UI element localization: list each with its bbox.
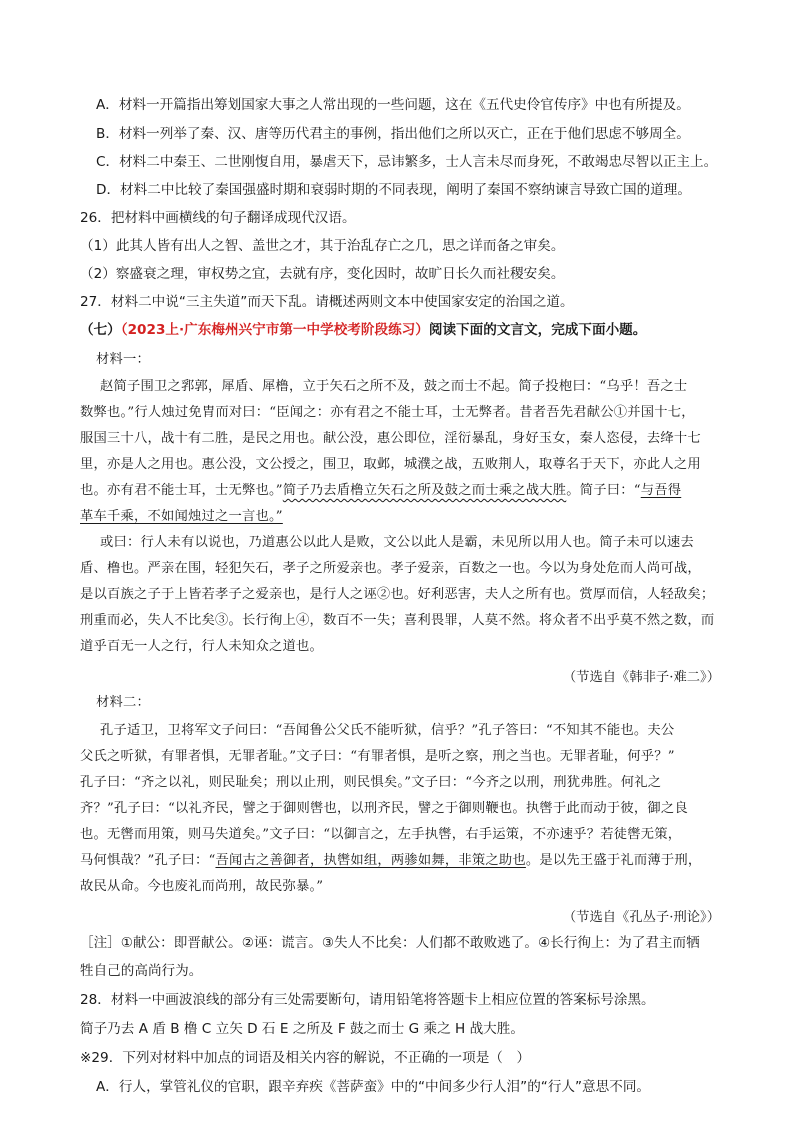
- section-heading: [80, 321, 646, 339]
- material-1-line: 盾、橹也。严亲在围，轻犯矢石，孝子之所爱亲也。孝子爱亲，百数之一也。今以为身处危而人尚可战，: [80, 561, 701, 576]
- material-2-line: 故民从命。今也废礼而尚刑，故民弥暴。”: [80, 879, 324, 894]
- question-28: 28．材料一中画波浪线的部分有三处需要断句，请用铅笔将答题卡上相应位置的答案标号涂黑。: [80, 992, 655, 1008]
- material-1-line: 道乎百无一人之行，行人未知众之道也。: [80, 639, 323, 654]
- question-26-item-1: （1）此其人皆有出人之智、盖世之才，其于治乱存亡之几，思之详而备之审矣。: [80, 238, 565, 254]
- material-2-line: [80, 852, 701, 870]
- text-span: 也。亦有君不能士耳，士无弊也。”: [80, 483, 283, 498]
- material-2-source: （节选自《孔丛子·刑论》）: [562, 910, 720, 925]
- question-29-option-a: A．行人，掌管礼仪的官职，跟辛弃疾《菩萨蛮》中的“中间多少行人泪”的“行人”意思不同。: [96, 1079, 651, 1095]
- question-26: 26．把材料中画横线的句子翻译成现代汉语。: [80, 210, 356, 226]
- material-1-line: [80, 482, 681, 500]
- q25-option-a: A．材料一开篇指出筹划国家大事之人常出现的一些问题，这在《五代史伶官传序》中也有所提及。: [96, 97, 690, 113]
- q25-option-d: D．材料二中比较了秦国强盛时期和衰弱时期的不同表现，阐明了秦国不察纳谏言导致亡国的道理。: [96, 182, 691, 198]
- q25-option-c: C．材料二中秦王、二世刚愎自用，暴虐天下，忌讳繁多，士人言未尽而身死，不敢竭忠尽智以正主上。: [96, 154, 718, 170]
- notes-line: ［注］①献公：即晋献公。②诬：谎言。③失人不比矣：人们都不敢败逃了。④长行徇上：为了君主而牺: [80, 935, 700, 951]
- material-1-line: 或曰：行人未有以说也，乃道惠公以此人是败，文公以此人是霸，未见所以用人也。简子未可以速去: [100, 535, 694, 550]
- material-2-line: 也。无辔而用策，则马失道矣。”文子曰：“以御言之，左手执辔，右手运策，不亦速乎？若徒辔无策，: [80, 827, 682, 842]
- question-28-options: 简子乃去 A 盾 B 橹 C 立矢 D 石 E 之所及 F 鼓之而士 G 乘之 H 战大胜。: [80, 1021, 524, 1037]
- q25-option-b: B．材料一列举了秦、汉、唐等历代君主的事例，指出他们之所以灭亡，正在于他们思虑不够周全。: [96, 126, 690, 142]
- section-source: （2023上·广东梅州兴宁市第一中学校考阶段练习）: [120, 322, 429, 338]
- text-span: 。是以先王盛于礼而薄于刑，: [525, 853, 702, 868]
- material-2-line: 孔子适卫，卫将军文子问曰：“吾闻鲁公父氏不能听狱，信乎？”孔子答曰：“不知其不能也。夫公: [100, 723, 675, 738]
- section-number: （七）: [80, 322, 121, 338]
- wavy-underlined-sentence: 简子乃去盾橹立矢石之所及鼓之而士乘之战大胜: [282, 483, 567, 498]
- material-2-title: 材料二：: [96, 695, 150, 710]
- material-2-line: 孔子曰：“齐之以礼，则民耻矣；刑以止刑，则民惧矣。”文子曰：“今齐之以刑，刑犹弗胜。何礼之: [80, 775, 662, 790]
- material-1-line: 赵简子围卫之郛郭，犀盾、犀橹，立于矢石之所不及，鼓之而士不起。简子投枹曰：“乌乎！吾之士: [100, 379, 688, 394]
- material-2-line: 齐？”孔子曰：“以礼齐民，譬之于御则辔也，以刑齐民，譬之于御则鞭也。执辔于此而动于彼，御之良: [80, 801, 688, 816]
- material-1-line: 数弊也。”行人烛过免胄而对曰：“臣闻之：亦有君之不能士耳，士无弊者。昔者吾先君献公①并国十七，: [80, 405, 695, 420]
- text-span: 马何惧哉？”孔子曰：“: [80, 853, 216, 868]
- underlined-sentence: 吾闻古之善御者，执辔如组，两骖如舞，非策之助也: [215, 853, 526, 868]
- notes-line: 牲自己的高尚行为。: [80, 963, 203, 979]
- section-instruction: 阅读下面的文言文，完成下面小题。: [428, 322, 647, 338]
- material-2-line: 父氏之听狱，有罪者惧，无罪者耻。”文子曰：“有罪者惧，是听之察，刑之当也。无罪者耻，何乎？”: [80, 749, 675, 764]
- material-1-line: 里，亦是人之用也。惠公没，文公授之，围卫，取邺，城濮之战，五败荆人，取尊名于天下，亦此人之用: [80, 457, 701, 472]
- material-1-line: 是以百族之子于上皆若孝子之爱亲也，是行人之诬②也。好利恶害，夫人之所有也。赏厚而信，人轻敌矣；: [80, 587, 715, 602]
- material-1-line: 服国三十八，战十有二胜，是民之用也。献公没，惠公即位，淫衍暴乱，身好玉女，秦人恣侵，去绛十七: [80, 431, 701, 446]
- question-26-item-2: （2）察盛衰之理，审权势之宜，去就有序，变化因时，故旷日长久而社稷安矣。: [80, 266, 565, 282]
- material-1-title: 材料一：: [96, 352, 150, 367]
- question-27: 27．材料二中说“三主失道”而天下乱。请概述两则文本中使国家安定的治国之道。: [80, 294, 574, 310]
- material-1-source: （节选自《韩非子·难二》）: [562, 670, 720, 685]
- underlined-sentence: 与吾得: [640, 483, 682, 498]
- text-span: 。简子曰：“: [566, 483, 641, 498]
- question-29: ※29．下列对材料中加点的词语及相关内容的解说，不正确的一项是（ ）: [80, 1050, 531, 1066]
- underlined-sentence: 革车千乘，不如闻烛过之一言也。”: [80, 509, 283, 524]
- material-1-line: 刑重而必，失人不比矣③。长行徇上④，数百不一失；喜利畏罪，人莫不然。将众者不出乎莫不然之数，而: [80, 613, 715, 628]
